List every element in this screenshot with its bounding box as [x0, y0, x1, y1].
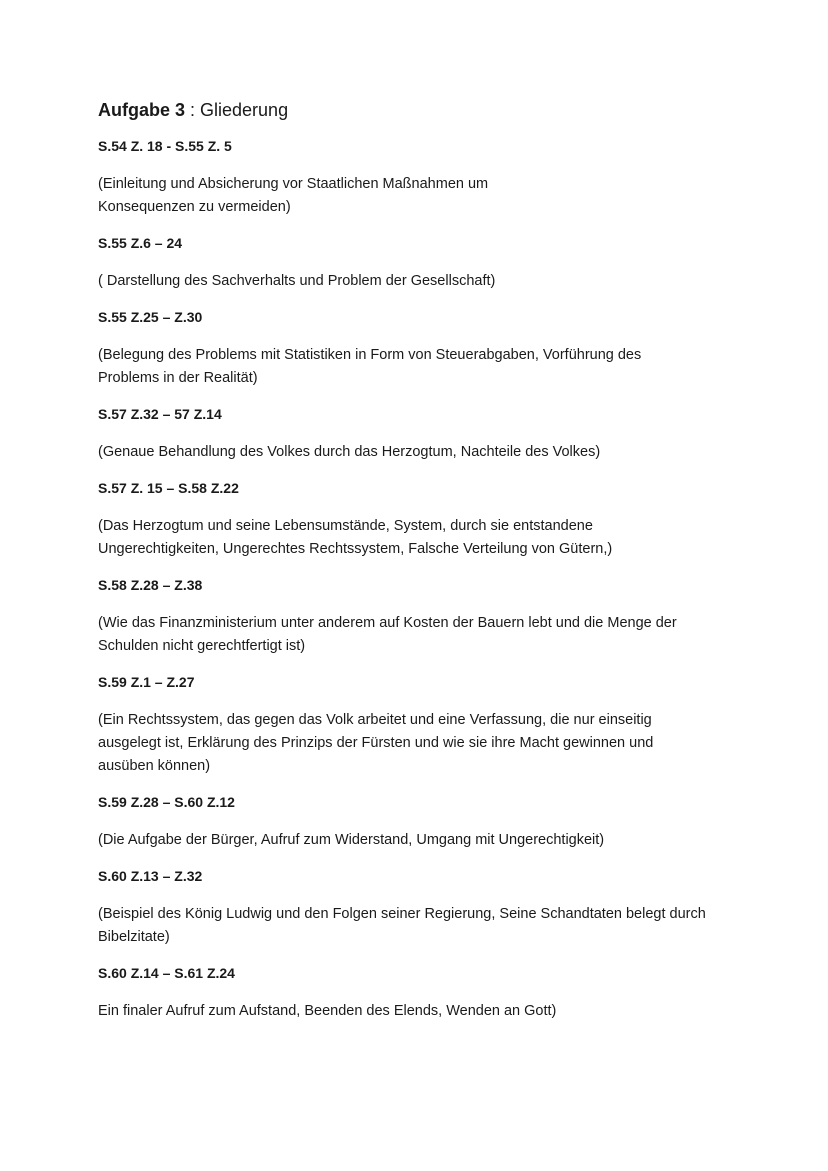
section-reference: S.54 Z. 18 - S.55 Z. 5: [98, 138, 232, 154]
outline-section: [98, 233, 748, 293]
section-list: [98, 136, 748, 1023]
description-line: ausüben können): [98, 758, 211, 774]
outline-section: [98, 478, 748, 561]
section-reference: S.60 Z.14 – S.61 Z.24: [98, 965, 235, 981]
section-description: [98, 829, 748, 852]
section-description: [98, 344, 748, 390]
outline-section: [98, 575, 748, 658]
section-reference: S.60 Z.13 – Z.32: [98, 868, 203, 884]
section-description: [98, 515, 748, 561]
section-reference: S.58 Z.28 – Z.38: [98, 577, 203, 593]
description-line: (Einleitung und Absicherung vor Staatlichen Maßnahmen um: [98, 176, 489, 192]
outline-section: [98, 672, 748, 778]
description-line: ausgelegt ist, Erklärung des Prinzips der Fürsten und wie sie ihre Macht gewinnen und: [98, 735, 654, 751]
description-line: (Die Aufgabe der Bürger, Aufruf zum Widerstand, Umgang mit Ungerechtigkeit): [98, 832, 605, 848]
description-line: (Genaue Behandlung des Volkes durch das Herzogtum, Nachteile des Volkes): [98, 444, 601, 460]
description-line: Problems in der Realität): [98, 370, 258, 386]
description-line: Ungerechtigkeiten, Ungerechtes Rechtssystem, Falsche Verteilung von Gütern,): [98, 541, 613, 557]
section-reference: S.55 Z.25 – Z.30: [98, 309, 203, 325]
title-bold: Aufgabe 3: [98, 100, 186, 120]
description-line: Ein finaler Aufruf zum Aufstand, Beenden des Elends, Wenden an Gott): [98, 1003, 557, 1019]
description-line: (Das Herzogtum und seine Lebensumstände, System, durch sie entstandene: [98, 518, 593, 534]
outline-section: [98, 307, 748, 390]
title-rest: : Gliederung: [185, 100, 289, 120]
section-reference: S.55 Z.6 – 24: [98, 235, 183, 251]
description-line: ( Darstellung des Sachverhalts und Problem der Gesellschaft): [98, 273, 496, 289]
outline-section: [98, 404, 748, 464]
document-page: [98, 96, 748, 1037]
outline-section: [98, 136, 748, 219]
description-line: (Ein Rechtssystem, das gegen das Volk arbeitet und eine Verfassung, die nur einseitig: [98, 712, 652, 728]
description-line: (Beispiel des König Ludwig und den Folgen seiner Regierung, Seine Schandtaten belegt durch: [98, 906, 706, 922]
section-description: [98, 612, 748, 658]
section-reference: S.59 Z.1 – Z.27: [98, 674, 195, 690]
section-description: [98, 441, 748, 464]
section-description: [98, 1000, 748, 1023]
outline-section: [98, 792, 748, 852]
section-description: [98, 903, 748, 949]
outline-section: [98, 866, 748, 949]
section-reference: S.59 Z.28 – S.60 Z.12: [98, 794, 235, 810]
description-line: Bibelzitate): [98, 929, 170, 945]
description-line: Schulden nicht gerechtfertigt ist): [98, 638, 306, 654]
description-line: Konsequenzen zu vermeiden): [98, 199, 291, 215]
section-reference: S.57 Z.32 – 57 Z.14: [98, 406, 222, 422]
description-line: (Wie das Finanzministerium unter anderem auf Kosten der Bauern lebt und die Menge der: [98, 615, 677, 631]
section-description: [98, 270, 748, 293]
section-description: [98, 709, 748, 778]
page-title: [98, 96, 748, 124]
section-description: [98, 173, 748, 219]
description-line: (Belegung des Problems mit Statistiken in Form von Steuerabgaben, Vorführung des: [98, 347, 642, 363]
section-reference: S.57 Z. 15 – S.58 Z.22: [98, 480, 239, 496]
outline-section: [98, 963, 748, 1023]
